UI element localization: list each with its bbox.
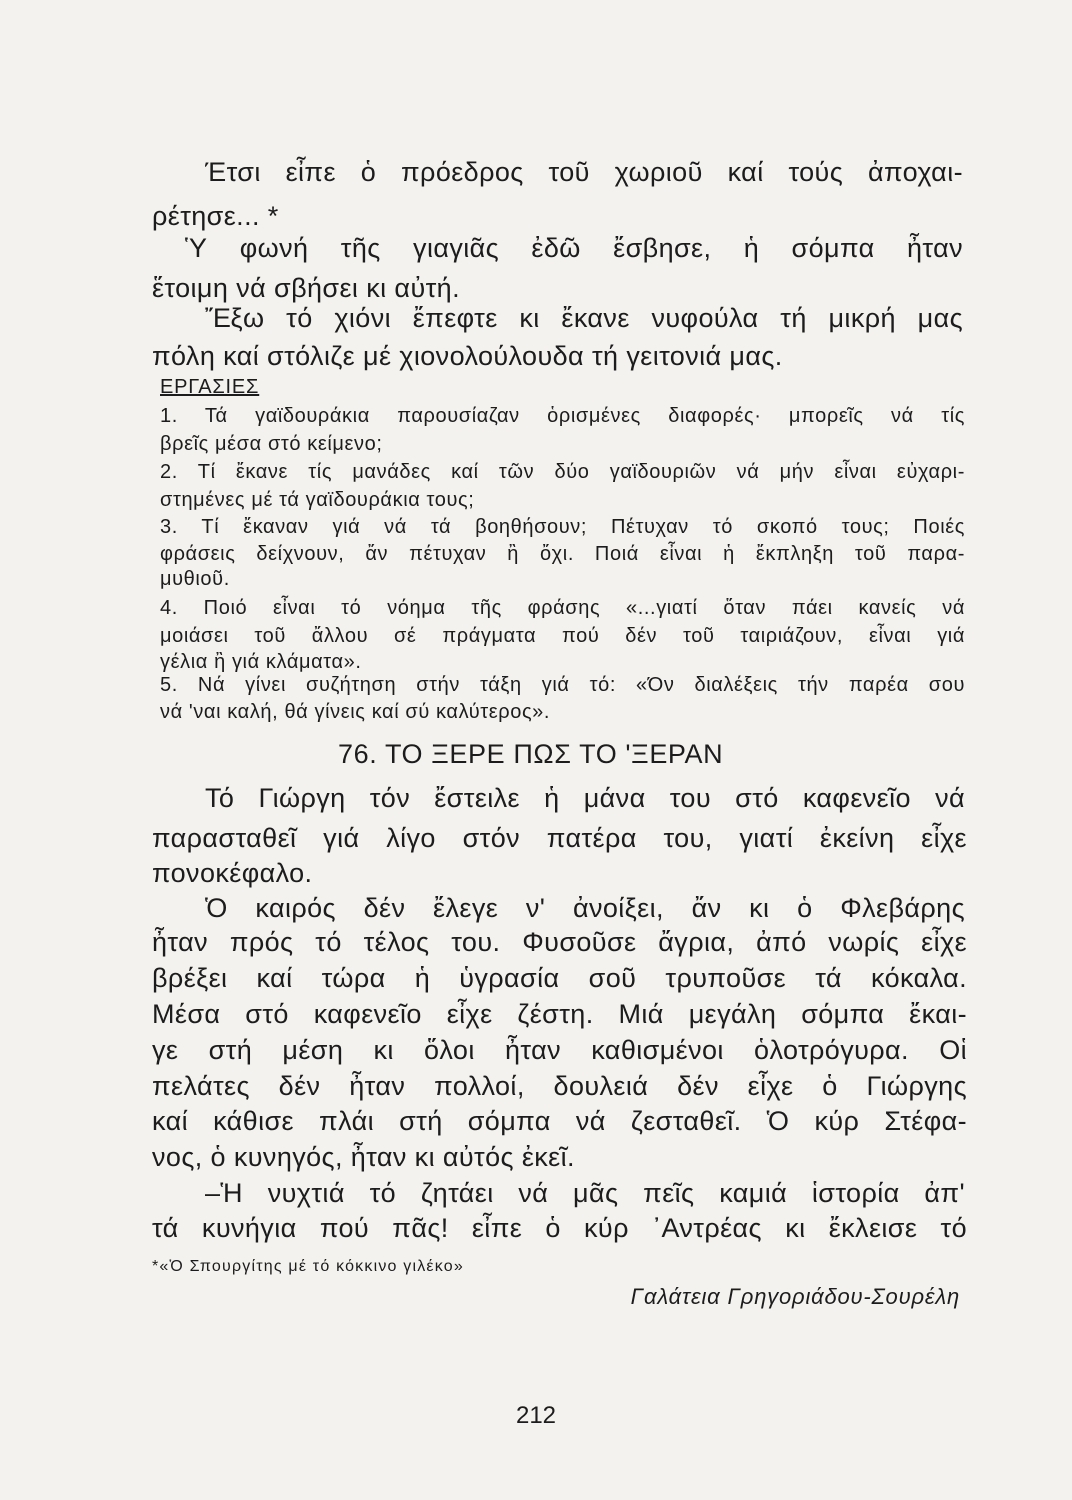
- story-line: παρασταθεῖ γιά λίγο στόν πατέρα του, γιατί ἐκείνη εἶχε: [152, 823, 967, 853]
- story-line: ἦταν πρός τό τέλος του. Φυσοῦσε ἄγρια, ἀπό νωρίς εἶχε: [152, 927, 967, 957]
- story-line: Μέσα στό καφενεῖο εἶχε ζέστη. Μιά μεγάλη σόμπα ἔκαι-: [152, 999, 967, 1029]
- story-line: πελάτες δέν ἦταν πολλοί, δουλειά δέν εἶχε ὁ Γιώργης: [152, 1071, 967, 1101]
- exercise-line: μοιάσει τοῦ ἄλλου σέ πράγματα πού δέν τοῦ ταιριάζουν, εἶναι γιά: [160, 625, 965, 647]
- intro-line: Έτσι εἶπε ὁ πρόεδρος τοῦ χωριοῦ καί τούς ἀποχαι-: [205, 157, 963, 187]
- exercise-line: 3. Τί ἔκαναν γιά νά τά βοηθήσουν; Πέτυχαν τό σκοπό τους; Ποιές: [160, 516, 965, 538]
- exercise-line: 4. Ποιό εἶναι τό νόημα τῆς φράσης «...γιατί ὅταν πάει κανείς νά: [160, 597, 965, 619]
- exercise-line: στημένες μέ τά γαϊδουράκια τους;: [160, 489, 475, 511]
- exercise-line: γέλια ἢ γιά κλάματα».: [160, 651, 362, 673]
- exercise-line: βρεῖς μέσα στό κείμενο;: [160, 433, 383, 455]
- story-line: τά κυνήγια πού πᾶς! εἶπε ὁ κύρ ᾿Αντρέας κι ἔκλεισε τό: [152, 1213, 967, 1243]
- footnote: *«Ὁ Σπουργίτης μέ τό κόκκινο γιλέκο»: [152, 1258, 464, 1275]
- story-line: Τό Γιώργη τόν ἔστειλε ἡ μάνα του στό καφενεῖο νά: [205, 783, 965, 813]
- intro-line: ἕτοιμη νά σβήσει κι αὐτή.: [152, 273, 460, 303]
- exercise-line: 5. Νά γίνει συζήτηση στήν τάξη γιά τό: «Όν διαλέξεις τήν παρέα σου: [160, 674, 965, 696]
- story-line: καί κάθισε πλάι στή σόμπα νά ζεσταθεῖ. Ὁ κύρ Στέφα-: [152, 1106, 967, 1136]
- intro-line: ρέτησε... *: [152, 201, 279, 231]
- intro-line: Ἔξω τό χιόνι ἔπεφτε κι ἔκανε νυφούλα τή μικρή μας: [205, 303, 963, 333]
- exercise-line: νά 'ναι καλή, θά γίνεις καί σύ καλύτερος».: [160, 701, 551, 723]
- story-line: πονοκέφαλο.: [152, 858, 313, 888]
- story-line: βρέξει καί τώρα ἡ ὑγρασία σοῦ τρυποῦσε τά κόκαλα.: [152, 963, 967, 993]
- story-line: Ὁ καιρός δέν ἔλεγε ν' ἀνοίξει, ἄν κι ὁ Φλεβάρης: [205, 893, 965, 923]
- exercises-heading: ΕΡΓΑΣΙΕΣ: [160, 376, 260, 398]
- exercise-line: 1. Τά γαϊδουράκια παρουσίαζαν ὁρισμένες διαφορές· μπορεῖς νά τίς: [160, 405, 965, 427]
- exercise-line: φράσεις δείχνουν, ἄν πέτυχαν ἢ ὄχι. Ποιά εἶναι ἡ ἔκπληξη τοῦ παρα-: [160, 543, 965, 565]
- page-number: 212: [515, 1402, 557, 1429]
- author-signature: Γαλάτεια Γρηγοριάδου-Σουρέλη: [630, 1284, 960, 1309]
- story-line: νος, ὁ κυνηγός, ἦταν κι αὐτός ἐκεῖ.: [152, 1142, 575, 1172]
- exercise-line: μυθιοῦ.: [160, 568, 230, 590]
- intro-line: πόλη καί στόλιζε μέ χιονολούλουδα τή γειτονιά μας.: [152, 341, 783, 371]
- section-title: 76. ΤΟ ΞΕΡΕ ΠΩΣ ΤΟ 'ΞΕΡΑΝ: [338, 739, 724, 769]
- story-line: –Ἡ νυχτιά τό ζητάει νά μᾶς πεῖς καμιά ἱστορία ἀπ': [205, 1178, 965, 1208]
- exercise-line: 2. Τί ἔκανε τίς μανάδες καί τῶν δύο γαϊδουριῶν νά μήν εἶναι εὐχαρι-: [160, 461, 965, 483]
- intro-line: Ὑ φωνή τῆς γιαγιᾶς ἐδῶ ἔσβησε, ἡ σόμπα ἦταν: [185, 233, 963, 263]
- story-line: γε στή μέση κι ὅλοι ἦταν καθισμένοι ὁλοτρόγυρα. Οἱ: [152, 1035, 967, 1065]
